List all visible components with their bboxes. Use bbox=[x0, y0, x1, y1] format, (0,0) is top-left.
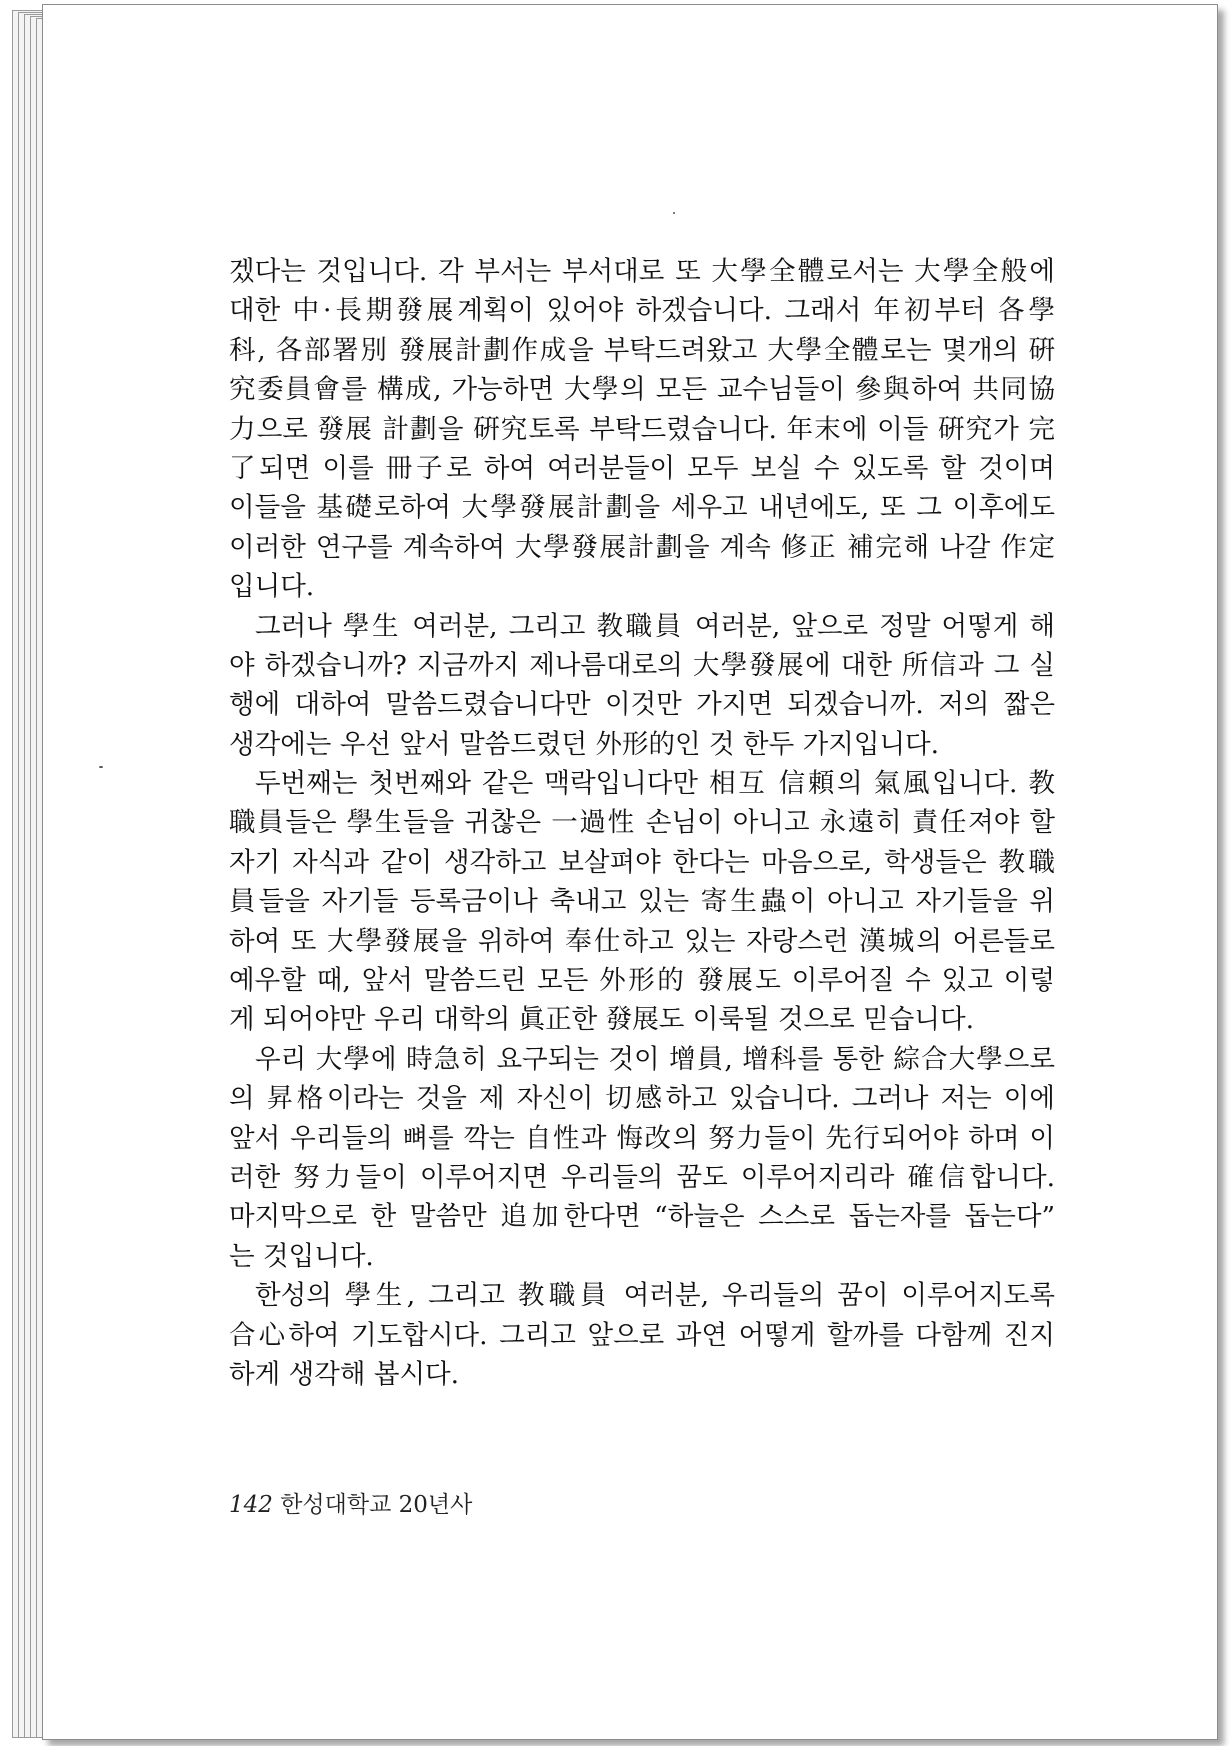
text-line: 앞서 우리들의 뼈를 깍는 自性과 悔改의 努力들이 先行되어야 하며 이 bbox=[229, 1122, 1055, 1154]
text-line: 하게 생각해 봅시다. bbox=[229, 1358, 460, 1390]
text-line: 의 昇格이라는 것을 제 자신이 切感하고 있습니다. 그러나 저는 이에 bbox=[229, 1083, 1055, 1115]
scan-speck bbox=[673, 212, 675, 214]
text-line: 대한 中·長期發展계획이 있어야 하겠습니다. 그래서 年初부터 各學 bbox=[229, 295, 1055, 327]
text-line: 행에 대하여 말씀드렸습니다만 이것만 가지면 되겠습니까. 저의 짧은 bbox=[229, 689, 1055, 721]
text-line: 생각에는 우선 앞서 말씀드렸던 外形的인 것 한두 가지입니다. bbox=[229, 728, 940, 760]
text-line: 員들을 자기들 등록금이나 축내고 있는 寄生蟲이 아니고 자기들을 위 bbox=[229, 886, 1055, 918]
text-line: 이러한 연구를 계속하여 大學發展計劃을 계속 修正 補完해 나갈 作定 bbox=[229, 531, 1055, 563]
text-line: 예우할 때, 앞서 말씀드린 모든 外形的 發展도 이루어질 수 있고 이렇 bbox=[229, 965, 1055, 997]
scan-speck bbox=[99, 766, 103, 768]
paragraph bbox=[229, 607, 1055, 765]
text-line: 겠다는 것입니다. 각 부서는 부서대로 또 大學全體로서는 大學全般에 bbox=[229, 256, 1055, 287]
paragraph bbox=[229, 764, 1055, 1040]
text-line: 자기 자식과 같이 생각하고 보살펴야 한다는 마음으로, 학생들은 教職 bbox=[229, 846, 1055, 878]
text-line: 하여 또 大學發展을 위하여 奉仕하고 있는 자랑스런 漢城의 어른들로 bbox=[229, 925, 1055, 957]
book-title: 한성대학교 20년사 bbox=[280, 1492, 473, 1518]
body-text bbox=[229, 252, 1055, 1394]
text-line: 한성의 學生, 그리고 教職員 여러분, 우리들의 꿈이 이루어지도록 bbox=[255, 1280, 1055, 1312]
text-line: 야 하겠습니까? 지금까지 제나름대로의 大學發展에 대한 所信과 그 실 bbox=[229, 649, 1055, 681]
text-line: 力으로 發展 計劃을 硏究토록 부탁드렸습니다. 年末에 이들 硏究가 完 bbox=[229, 413, 1055, 445]
text-line: 科, 各部署別 發展計劃作成을 부탁드려왔고 大學全體로는 몇개의 硏 bbox=[229, 334, 1055, 366]
text-line: 입니다. bbox=[229, 571, 315, 603]
text-line: 러한 努力들이 이루어지면 우리들의 꿈도 이루어지리라 確信합니다. bbox=[229, 1161, 1055, 1193]
text-line: 는 것입니다. bbox=[229, 1240, 374, 1272]
text-line: 두번째는 첫번째와 같은 맥락입니다만 相互 信頼의 氣風입니다. 教 bbox=[255, 768, 1055, 800]
text-line: 게 되어야만 우리 대학의 眞正한 發展도 이룩될 것으로 믿습니다. bbox=[229, 1004, 974, 1036]
page-footer bbox=[229, 1486, 472, 1519]
text-line: 了되면 이를 冊子로 하여 여러분들이 모두 보실 수 있도록 할 것이며 bbox=[229, 452, 1055, 484]
paragraph bbox=[229, 252, 1055, 607]
text-line: 그러나 學生 여러분, 그리고 教職員 여러분, 앞으로 정말 어떻게 해 bbox=[255, 610, 1055, 642]
text-line: 우리 大學에 時急히 요구되는 것이 增員, 增科를 통한 綜合大學으로 bbox=[255, 1043, 1055, 1075]
page-number: 142 bbox=[229, 1492, 273, 1518]
text-line: 마지막으로 한 말씀만 追加한다면 “하늘은 스스로 돕는자를 돕는다” bbox=[229, 1201, 1055, 1233]
text-line: 究委員會를 構成, 가능하면 大學의 모든 교수님들이 參與하여 共同協 bbox=[229, 374, 1055, 406]
paragraph bbox=[229, 1276, 1055, 1394]
text-line: 合心하여 기도합시다. 그리고 앞으로 과연 어떻게 할까를 다함께 진지 bbox=[229, 1319, 1055, 1351]
text-line: 職員들은 學生들을 귀찮은 一過性 손님이 아니고 永遠히 責任져야 할 bbox=[229, 807, 1055, 839]
text-line: 이들을 基礎로하여 大學發展計劃을 세우고 내년에도, 또 그 이후에도 bbox=[229, 492, 1055, 524]
paragraph bbox=[229, 1040, 1055, 1276]
